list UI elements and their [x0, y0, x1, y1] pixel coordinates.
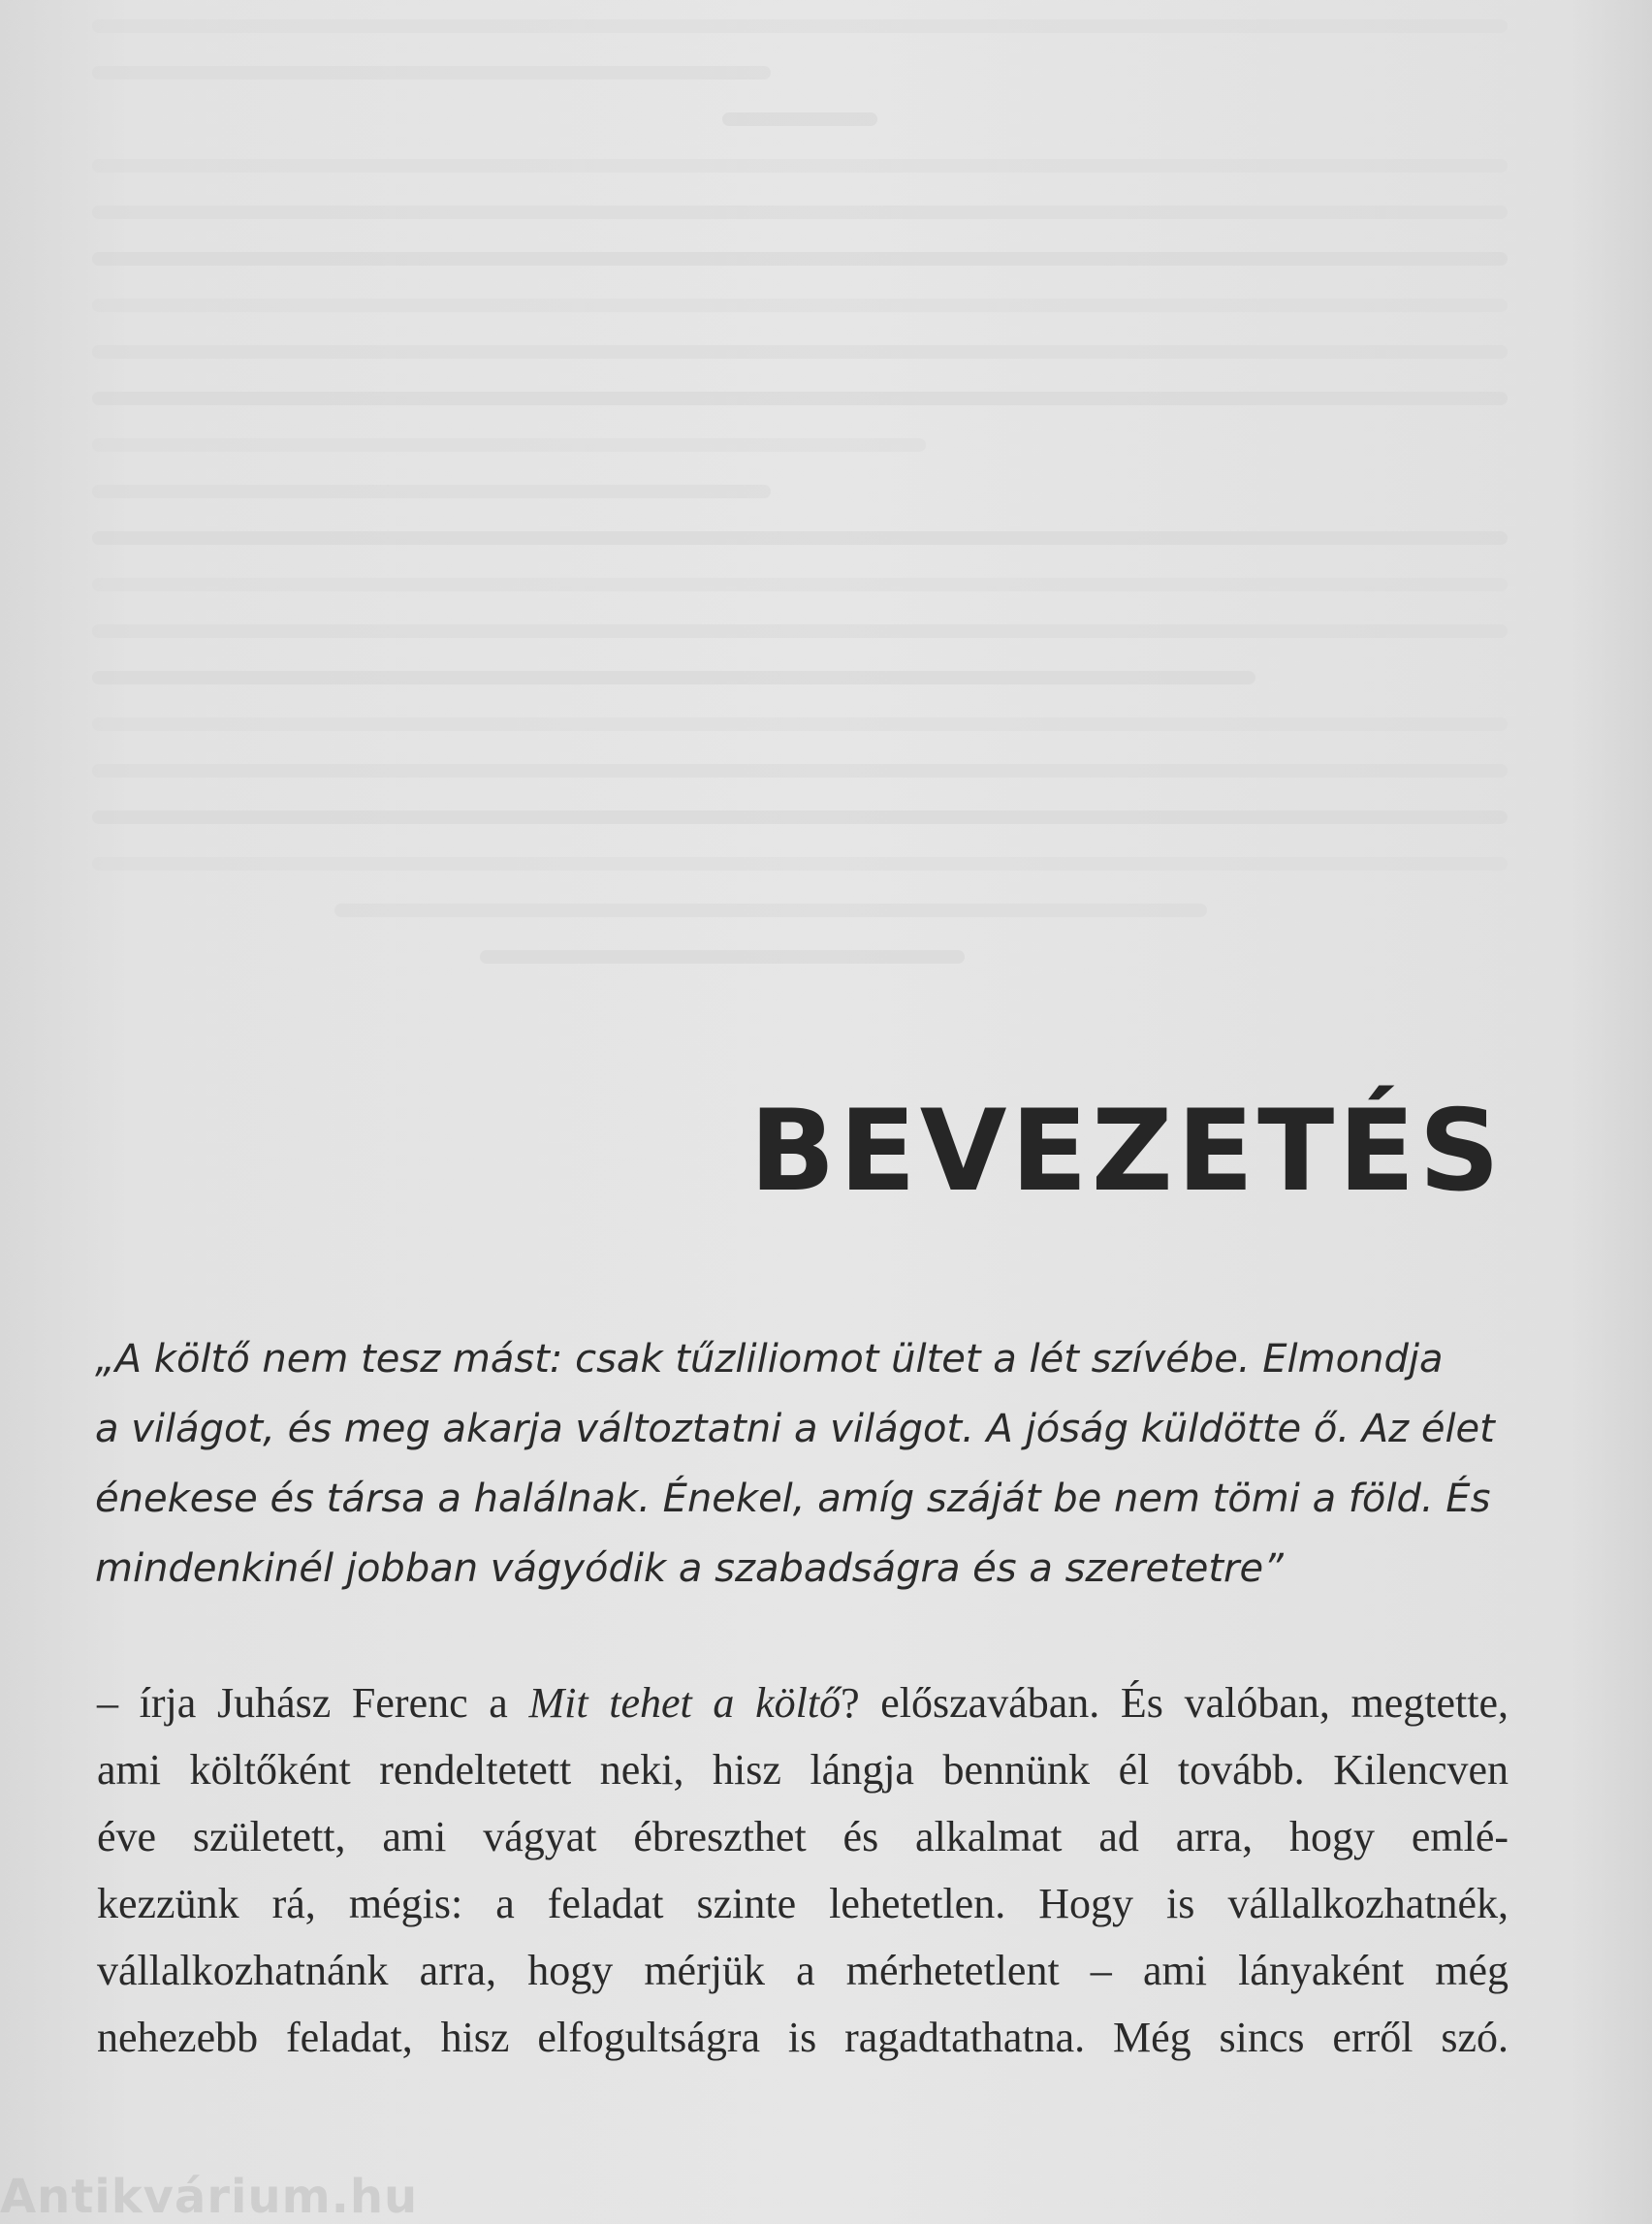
- bleed-through-line: [92, 19, 1508, 33]
- body-paragraph: [97, 1669, 1512, 2071]
- bleed-through-line: [92, 624, 1508, 638]
- bleed-through-line: [92, 438, 926, 452]
- book-title: Mit tehet a költő: [528, 1679, 842, 1727]
- quote-line: a világot, és meg akarja változtatni a világot. A jóság küldötte ő. Az élet: [95, 1407, 1495, 1451]
- chapter-heading: BEVEZETÉS: [749, 1086, 1504, 1217]
- quote-line: énekese és társa a halálnak. Énekel, amíg száját be nem tömi a föld. És: [95, 1477, 1491, 1521]
- bleed-through-line: [92, 578, 1508, 591]
- body-line: ami költőként rendeltetett neki, hisz lángja bennünk él tovább. Kilencven: [97, 1746, 1509, 1794]
- bleed-through-line: [92, 764, 1508, 778]
- body-line-end: ? előszavában. És valóban, megtette,: [841, 1679, 1509, 1727]
- body-line: nehezebb feladat, hisz elfogultságra is ragadtathatna. Még sincs erről szó.: [97, 2014, 1509, 2061]
- bleed-through-line: [480, 950, 965, 964]
- bleed-through-line: [722, 112, 877, 126]
- bleed-through-line: [92, 857, 1508, 871]
- bleed-through-line: [92, 717, 1508, 731]
- quote-line: mindenkinél jobban vágyódik a szabadságra és a szeretetre”: [95, 1546, 1284, 1591]
- bleed-through-line: [92, 531, 1508, 545]
- body-line: éve született, ami vágyat ébreszthet és alkalmat ad arra, hogy emlé-: [97, 1813, 1509, 1860]
- body-line: [97, 1669, 1509, 1736]
- body-line: vállalkozhatnánk arra, hogy mérjük a mérhetetlent – ami lányaként még: [97, 1947, 1509, 1994]
- bleed-through-line: [92, 159, 1508, 173]
- body-line-start: – írja Juhász Ferenc a: [97, 1679, 529, 1727]
- bleed-through-line: [92, 810, 1508, 824]
- body-line: kezzünk rá, mégis: a feladat szinte lehetetlen. Hogy is vállalkozhatnék,: [97, 1880, 1509, 1927]
- bleed-through-text: [92, 0, 1508, 1066]
- watermark-logo: Antikvárium.hu: [0, 2170, 419, 2224]
- bleed-through-line: [92, 345, 1508, 359]
- quote-line: „A költő nem tesz mást: csak tűzliliomot ültet a lét szívébe. Elmondja: [95, 1337, 1444, 1382]
- bleed-through-line: [92, 206, 1508, 219]
- bleed-through-line: [92, 299, 1508, 312]
- bleed-through-line: [334, 904, 1207, 917]
- bleed-through-line: [92, 485, 771, 498]
- bleed-through-line: [92, 252, 1508, 266]
- bleed-through-line: [92, 66, 771, 79]
- bleed-through-line: [92, 392, 1508, 405]
- epigraph-quote: [95, 1324, 1510, 1604]
- bleed-through-line: [92, 671, 1255, 684]
